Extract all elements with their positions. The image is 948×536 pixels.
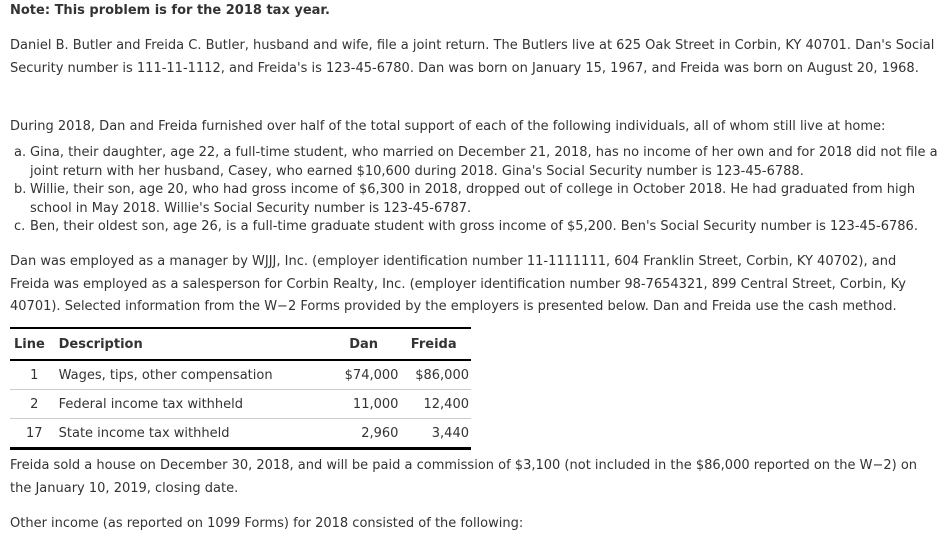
header-dan: Dan — [329, 328, 399, 360]
header-line: Line — [10, 328, 59, 360]
dependents-list — [10, 144, 945, 237]
taxpayer-info-paragraph: Daniel B. Butler and Freida C. Butler, husband and wife, file a joint return. The Butlers live at 625 Oak Street in Corbin, KY 40701. Dan's Social Security number is 111-11-1112, and Freida's is 123-45-6780. Dan was born on January 15, 1967, and Freida was born on August 20, 1968. — [10, 38, 935, 76]
item-text: Ben, their oldest son, age 26, is a full-time graduate student with gross income of $5,200. Ben's Social Security number is 123-45-6786. — [30, 219, 918, 235]
table-row — [10, 390, 471, 419]
dependent-item-b — [10, 181, 945, 218]
item-text: Willie, their son, age 20, who had gross income of $6,300 in 2018, dropped out of college in October 2018. He had graduated from high school in May 2018. Willie's Social Security number is 123-45-6787. — [30, 182, 916, 216]
table-row — [10, 419, 471, 449]
cell-line: 1 — [10, 360, 59, 390]
table-row — [10, 360, 471, 390]
dependent-item-a — [10, 144, 945, 181]
item-label: c. — [14, 219, 26, 235]
cell-freida: $86,000 — [398, 360, 471, 390]
other-income-paragraph: Other income (as reported on 1099 Forms) for 2018 consisted of the following: — [10, 516, 524, 531]
cell-description: Federal income tax withheld — [59, 390, 329, 419]
cell-dan: 2,960 — [329, 419, 399, 449]
cell-freida: 12,400 — [398, 390, 471, 419]
dependent-item-c — [10, 218, 945, 237]
w2-table — [10, 327, 471, 450]
item-label: b. — [14, 182, 27, 198]
note-heading: Note: This problem is for the 2018 tax year. — [10, 3, 330, 18]
cell-description: Wages, tips, other compensation — [59, 360, 329, 390]
dependents-intro-paragraph: During 2018, Dan and Freida furnished over half of the total support of each of the following individuals, all of whom still live at home: — [10, 119, 886, 134]
commission-paragraph: Freida sold a house on December 30, 2018, and will be paid a commission of $3,100 (not included in the $86,000 reported on the W−2) on the January 10, 2019, closing date. — [10, 458, 918, 496]
employment-paragraph: Dan was employed as a manager by WJJJ, Inc. (employer identification number 11-1111111, 604 Franklin Street, Corbin, KY 40702), and Freida was employed as a salesperson for Corbin Realty, Inc. (employer identification number 98-7654321, 899 Central Street, Corbin, Ky 40701). Selected information from the W−2 Forms provided by the employers is presented below. Dan and Freida use the cash method. — [10, 254, 906, 315]
header-description: Description — [59, 328, 329, 360]
item-label: a. — [14, 145, 27, 160]
cell-freida: 3,440 — [398, 419, 471, 449]
cell-dan: $74,000 — [329, 360, 399, 390]
header-freida: Freida — [398, 328, 471, 360]
cell-description: State income tax withheld — [59, 419, 329, 449]
item-text: Gina, their daughter, age 22, a full-time student, who married on December 21, 2018, has no income of her own and for 2018 did not file a joint return with her husband, Casey, who earned $10,600 during 2018. Gina's Social Security number is 123-45-6788. — [30, 145, 938, 179]
cell-dan: 11,000 — [329, 390, 399, 419]
cell-line: 17 — [10, 419, 59, 449]
table-header-row — [10, 328, 471, 360]
cell-line: 2 — [10, 390, 59, 419]
